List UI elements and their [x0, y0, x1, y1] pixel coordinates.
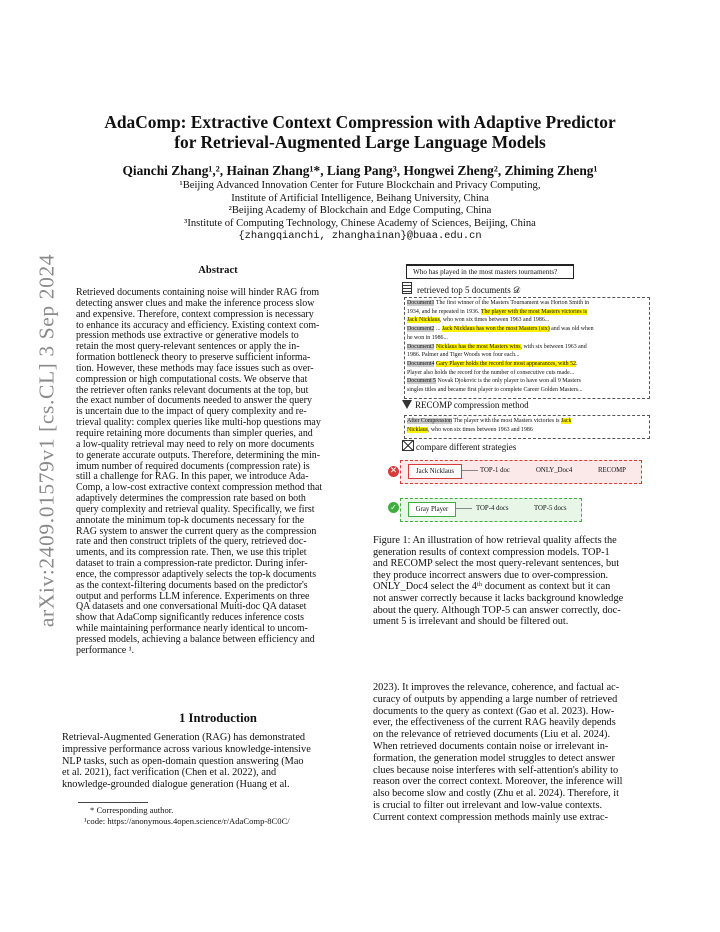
- document-highlight: Jack Nicklaus: [407, 317, 440, 324]
- body-line: also become slow and costly (Zhu et al. 2024). Therefore, it: [373, 788, 620, 800]
- body-line: curacy of outputs by appending a large number of retrieved: [373, 693, 618, 705]
- caption-line: they produce incorrect answers due to over-compression.: [373, 569, 609, 581]
- body-line: Current context compression methods mainly use extrac-: [373, 811, 609, 823]
- footnote-rule: [78, 802, 148, 803]
- caption-line: generation results of context compression models. TOP-1: [373, 546, 610, 558]
- document-highlight: The player with the most Masters victories is: [480, 308, 588, 315]
- document-line: [407, 386, 647, 395]
- right-answer-pill: Gray Player: [408, 502, 456, 517]
- abstract-line: performance ¹.: [76, 644, 135, 656]
- body-line: 2023). It improves the relevance, coherence, and factual ac-: [373, 682, 620, 693]
- abstract-line: detecting answer clues and make the inference process slow: [76, 297, 315, 309]
- document-tag: Document3: [407, 343, 435, 350]
- abstract-line: rate and then construct triplets of the query, retrieved doc-: [76, 536, 307, 548]
- abstract-line: is uncertain due to the impact of query complexity and re-: [76, 406, 307, 418]
- body-line: on the relevance of retrieved documents (Liu et al. 2024).: [373, 729, 611, 741]
- abstract-line: adaptively determines the compression rate based on both: [76, 493, 306, 505]
- affiliation-1: ¹Beijing Advanced Innovation Center for Future Blockchain and Privacy Computing,: [179, 180, 541, 191]
- caption-line: not answer correctly because it lacks background knowledge: [373, 592, 624, 604]
- document-line: [407, 325, 647, 334]
- footnotes: [78, 805, 358, 826]
- document-text: 1986. Palmer and Tiger Woods won four each...: [407, 352, 520, 359]
- document-text: singles titles and became first player to complete Career Golden Masters...: [407, 387, 583, 394]
- retrieved-label-text: retrieved top 5 documents 𝒟: [417, 285, 521, 295]
- caption-line: Figure 1: An illustration of how retrieval quality affects the: [373, 535, 617, 546]
- abstract-line: a low-quality retrieval may need to rely on more documents: [76, 438, 315, 450]
- abstract-line: Retrieved documents containing noise will hinder RAG from: [76, 287, 320, 298]
- wrong-connector: [462, 470, 478, 471]
- abstract-line: uments, and its compression rate. Then, we use this triplet: [76, 547, 307, 559]
- after-text-3: , who won six times between 1963 and 1986: [427, 427, 533, 433]
- body-line: clues because noise interferes with self-attention's ability to: [373, 764, 619, 776]
- intro-line: NLP tasks, such as open-domain question answering (Mao: [62, 755, 304, 767]
- intro-heading: 1 Introduction: [179, 711, 257, 725]
- filter-icon: [402, 400, 412, 409]
- body-line: documents to the query as context (Gao et al. 2023). How-: [373, 705, 615, 717]
- abstract-line: show that AdaComp significantly reduces inference costs: [76, 612, 304, 624]
- abstract-line: Comp, a low-cost extractive context compression method that: [76, 482, 323, 494]
- author-list: Qianchi Zhang¹,², Hainan Zhang¹*, Liang Pang³, Hongwei Zheng², Zhiming Zheng¹: [122, 163, 598, 178]
- footnote-code-link: ¹code: https://anonymous.4open.science/r/AdaComp-8C0C/: [84, 815, 290, 826]
- paper-title: [0, 112, 720, 152]
- wrong-answer-row: [389, 460, 662, 486]
- abstract-line: tion. However, these methods may face issues such as over-: [76, 362, 314, 374]
- right-connector: [456, 508, 472, 509]
- abstract-line: as the context-filtering documents based on the predictor's: [76, 579, 308, 591]
- abstract-line: annotate the minimum top-k documents necessary for the: [76, 514, 305, 526]
- strategies-label-text: compare different strategies: [416, 442, 517, 452]
- after-compression-box: [404, 415, 650, 439]
- document-text: ...: [434, 326, 442, 333]
- document-text: and was old when: [549, 326, 594, 333]
- abstract-line: pression methods use extractive or generative models to: [76, 330, 299, 342]
- recomp-label: [402, 400, 529, 410]
- abstract-line: compression or high computational costs. We observe that: [76, 373, 308, 385]
- document-highlight: Jack Nicklaus has won the most Masters (six): [441, 326, 550, 333]
- wrong-method-1: TOP-1 doc: [480, 467, 510, 474]
- affiliation-3: ³Institute of Computing Technology, Chinese Academy of Sciences, Beijing, China: [184, 217, 536, 229]
- abstract-line: dataset to train a compression-rate predictor. During infer-: [76, 558, 308, 570]
- right-column-body: [373, 682, 658, 824]
- intro-body: [62, 732, 358, 791]
- abstract-line: the retriever often ranks relevant documents at the top, but: [76, 384, 309, 396]
- arxiv-identifier: arXiv:2409.01579v1 [cs.CL] 3 Sep 2024: [34, 253, 59, 628]
- document-line: [407, 316, 647, 325]
- document-line: [407, 351, 647, 360]
- retrieved-docs-label: [402, 282, 520, 296]
- document-tag: Document4: [407, 360, 435, 367]
- abstract-line: the exact number of documents needed to answer the query: [76, 395, 312, 407]
- caption-line: ONLY_Doc4 select the 4ᵗʰ document as context but it can: [373, 581, 611, 593]
- abstract-heading: Abstract: [198, 265, 238, 276]
- abstract-line: trieval quality: complex queries like multi-hop questions may: [76, 417, 321, 429]
- document-line: [407, 343, 647, 352]
- documents-box: [404, 297, 650, 399]
- intro-line: impressive performance across various knowledge-intensive: [62, 743, 311, 755]
- abstract-line: output and performs LLM inference. Experiments on three: [76, 590, 310, 602]
- abstract-line: RAG system to answer the current query as the compression: [76, 525, 317, 537]
- wrong-method-3: RECOMP: [598, 467, 626, 474]
- abstract-line: pressed models, achieving a balance between efficiency and: [76, 634, 315, 645]
- right-check-icon: ✓: [388, 502, 399, 513]
- affiliations: [0, 180, 720, 243]
- document-text: Player also holds the record for the number of consecutive cuts made...: [407, 369, 575, 376]
- document-text: The first winner of the Masters Tournament was Horton Smith in: [434, 300, 590, 306]
- abstract-line: require retaining more documents than simpler queries, and: [76, 427, 313, 439]
- title-line-1: AdaComp: Extractive Context Compression with Adaptive Predictor: [104, 112, 616, 132]
- document-line: [407, 334, 647, 343]
- abstract-line: ence, the compressor adaptively selects the top-k documents: [76, 568, 317, 580]
- document-text: 1934, and he repeated in 1936.: [407, 308, 481, 315]
- footnote-corresponding: * Corresponding author.: [90, 805, 174, 815]
- abstract-line: imum number of required documents (compression rate) is: [76, 460, 310, 472]
- abstract-line: retain the most query-relevant sentences or apply the in-: [76, 341, 300, 353]
- document-highlight: Gary Player holds the record for most appearances, with 52: [435, 360, 576, 367]
- abstract-line: while maintaining performance nearly identical to uncom-: [76, 623, 308, 635]
- document-tag: Document1: [407, 300, 435, 306]
- body-line: formation, the generation model struggles to detect answer: [373, 752, 615, 764]
- recomp-label-text: RECOMP compression method: [415, 400, 529, 410]
- query-box: Who has played in the most masters tournaments?: [406, 264, 574, 279]
- body-line: is crucial to filter out irrelevant and low-value contexts.: [373, 799, 603, 811]
- document-text: , who won six times between 1963 and 1986...: [439, 317, 550, 324]
- document-list-icon: [402, 282, 412, 294]
- figure-1: [389, 262, 662, 524]
- body-line: reason over the correct context. Moreover, the inference will: [373, 776, 623, 788]
- right-method-2: TOP-5 docs: [534, 505, 567, 512]
- document-line: [407, 369, 647, 378]
- compare-icon: [402, 440, 414, 451]
- intro-line: Retrieval-Augmented Generation (RAG) has demonstrated: [62, 732, 306, 743]
- abstract-body: [76, 288, 360, 657]
- after-highlight-2: Nicklaus: [407, 427, 428, 433]
- body-line: When retrieved documents contain noise or irrelevant in-: [373, 740, 609, 752]
- document-tag: Document 5: [407, 378, 436, 385]
- document-line: [407, 308, 647, 317]
- intro-line: et al. 2021), fact verification (Chen et al. 2022), and: [62, 767, 277, 779]
- document-line: [407, 360, 647, 369]
- abstract-line: to generate accurate outputs. Therefore, determining the min-: [76, 449, 321, 461]
- figure-caption: [373, 535, 658, 628]
- document-text: , with six between 1963 and: [520, 343, 587, 350]
- caption-line: about the query. Although TOP-5 can answer correctly, doc-: [373, 604, 621, 616]
- abstract-line: query complexity and retrieval quality. Specifically, we first: [76, 503, 315, 515]
- caption-line: and RECOMP select the most query-relevant sentences, but: [373, 558, 620, 570]
- document-highlight: Nicklaus has the most Masters wins: [435, 343, 521, 350]
- document-text: he won in 1986...: [407, 334, 448, 341]
- abstract-line: still a challenge for RAG. In this paper, we introduce Ada-: [76, 471, 309, 483]
- abstract-line: QA datasets and one conversational Muiti-doc QA dataset: [76, 601, 307, 613]
- abstract-line: to enhance its accuracy and efficiency. Existing context com-: [76, 319, 320, 331]
- document-line: [407, 299, 647, 308]
- document-line: [407, 377, 647, 386]
- strategies-label: [402, 440, 516, 452]
- wrong-method-2: ONLY_Doc4: [536, 467, 573, 474]
- caption-line: ument 5 is irrelevant and should be filtered out.: [373, 616, 569, 628]
- intro-line: knowledge-grounded dialogue generation (Huang et al.: [62, 779, 290, 791]
- after-text-1: The player with the most Masters victories is: [452, 418, 562, 424]
- affiliation-1b: Institute of Artificial Intelligence, Beihang University, China: [231, 192, 489, 204]
- wrong-answer-pill: Jack Nicklaus: [408, 464, 462, 479]
- document-tag: Document2: [407, 326, 435, 333]
- after-compression-tag: After Compression: [407, 418, 452, 424]
- document-text: .: [576, 360, 578, 367]
- author-emails: {zhangqianchi, zhanghainan}@buaa.edu.cn: [238, 230, 482, 243]
- body-line: ever, the effectiveness of the current RAG heavily depends: [373, 717, 616, 729]
- right-answer-row: [390, 498, 662, 524]
- document-text: Novak Djokovic is the only player to have won all 9 Masters: [435, 378, 581, 385]
- after-highlight-1: Jack: [561, 418, 572, 424]
- affiliation-2: ²Beijing Academy of Blockchain and Edge Computing, China: [228, 205, 492, 217]
- right-method-1: TOP-4 docs: [476, 505, 509, 512]
- wrong-x-icon: ✕: [389, 466, 398, 476]
- abstract-line: formation bottleneck theory to preserve sufficient informa-: [76, 352, 311, 364]
- abstract-line: and expensive. Therefore, context compression is necessary: [76, 308, 314, 320]
- title-line-2: for Retrieval-Augmented Large Language Models: [174, 132, 546, 152]
